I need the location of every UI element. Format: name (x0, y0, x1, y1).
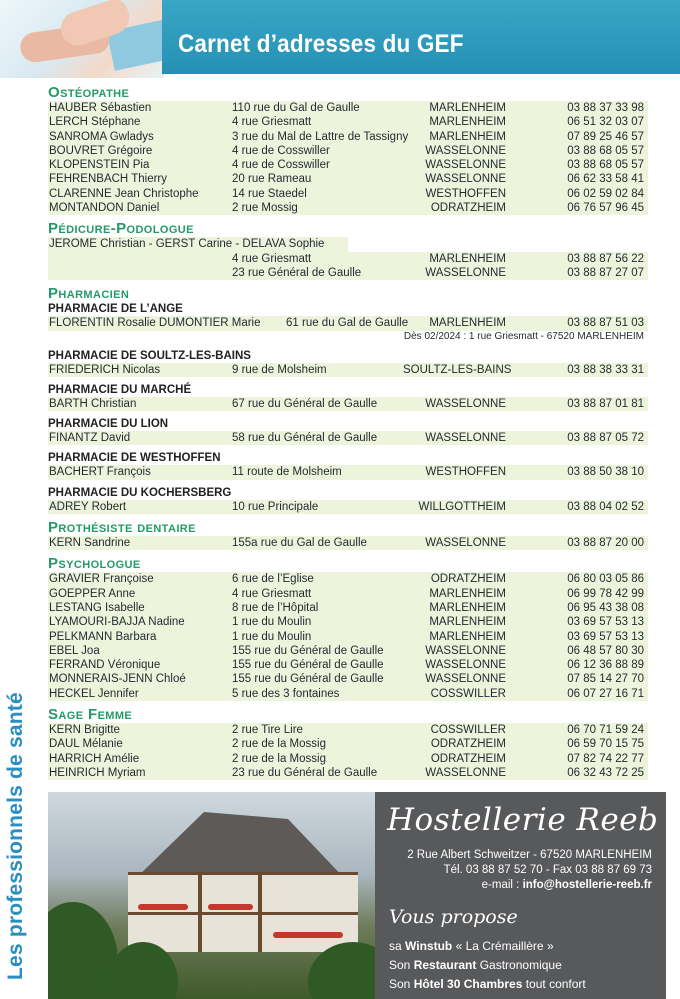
list-item (48, 536, 648, 550)
list-item (48, 115, 648, 129)
entry-phone: 06 62 33 58 41 (567, 173, 644, 186)
pedicure-list (48, 252, 648, 281)
entry-city: MARLENHEIM (429, 616, 506, 629)
entry-phone: 03 88 87 27 07 (567, 266, 644, 279)
pedicure-names: JEROME Christian - GERST Carine - DELAVA Sophie (49, 238, 325, 251)
entry-city: ODRATZHEIM (430, 752, 506, 765)
list-item (48, 144, 648, 158)
entry-name: PELKMANN Barbara (49, 630, 157, 643)
entry-city: WASSELONNE (425, 173, 506, 186)
entry-city: WILLGOTTHEIM (418, 500, 506, 513)
offer-pre: Son (389, 977, 414, 991)
entry-phone: 03 69 57 53 13 (567, 616, 644, 629)
entry-name: FERRAND Véronique (49, 659, 161, 672)
entry-name: KERN Sandrine (49, 537, 131, 550)
entry-city: SOULTZ-LES-BAINS (403, 363, 512, 376)
entry-note: Dès 02/2024 : 1 rue Griesmatt - 67520 MARLENHEIM (403, 330, 644, 342)
list-item (48, 201, 648, 215)
entry-name: LYAMOURI-BAJJA Nadine (49, 616, 185, 629)
entry-addr: 4 rue Griesmatt (232, 252, 312, 265)
entry-city: COSSWILLER (430, 724, 506, 737)
list-item (48, 572, 648, 586)
list-item (48, 101, 648, 115)
entry-phone: 06 02 59 02 84 (567, 187, 644, 200)
entry-phone: 06 76 57 96 45 (567, 202, 644, 215)
offer-bold: Restaurant (413, 958, 477, 972)
list-item (48, 431, 648, 445)
entry-name: MONTANDON Daniel (49, 202, 160, 215)
entry-phone: 03 88 37 33 98 (567, 102, 644, 114)
entry-phone: 06 99 78 42 99 (567, 587, 644, 600)
entry-city: WASSELONNE (425, 266, 506, 279)
entry-city: WESTHOFFEN (425, 187, 506, 200)
entry-addr: 10 rue Principale (232, 500, 319, 513)
entry-city: WASSELONNE (425, 537, 506, 550)
entry-addr: 2 rue de la Mossig (232, 738, 326, 751)
entry-phone: 03 88 04 02 52 (567, 500, 644, 513)
offer-post: « La Crémaillère » (452, 939, 554, 953)
offer-line (389, 938, 554, 954)
entry-addr: 155 rue du Général de Gaulle (232, 644, 384, 657)
list-item (48, 158, 648, 172)
entry-addr: 3 rue du Mal de Lattre de Tassigny (232, 130, 409, 143)
offer-bold: Hôtel 30 Chambres (413, 977, 523, 991)
entry-name: HECKEL Jennifer (49, 687, 139, 700)
directory (48, 84, 648, 780)
hotel-photo (48, 792, 375, 999)
entry-name: HAUBER Sébastien (49, 102, 152, 114)
offer-line (389, 957, 562, 973)
entry-city: MARLENHEIM (429, 130, 506, 143)
hotel-email-link[interactable]: info@hostellerie-reeb.fr (522, 879, 652, 891)
entry-addr: 155 rue du Général de Gaulle (232, 673, 384, 686)
entry-addr: 9 rue de Molsheim (232, 363, 327, 376)
entry-city: MARLENHEIM (429, 587, 506, 600)
entry-city: COSSWILLER (430, 687, 506, 700)
hotel-address: 2 Rue Albert Schweitzer - 67520 MARLENHEIM (407, 849, 652, 861)
entry-city: MARLENHEIM (429, 116, 506, 129)
offer-line (389, 976, 586, 992)
pharmacy-name: PHARMACIE DE SOULTZ-LES-BAINS (48, 349, 251, 362)
osteopathe-list (48, 101, 648, 215)
entry-phone: 06 12 36 88 89 (567, 659, 644, 672)
offer-post: Gastronomique (476, 958, 562, 972)
entry-city: WASSELONNE (425, 144, 506, 157)
hotel-advert (48, 792, 666, 999)
list-item (48, 252, 648, 266)
entry-addr: 2 rue de la Mossig (232, 752, 326, 765)
entry-city: WASSELONNE (425, 397, 506, 410)
section-title-osteopathe: Ostéopathe (48, 84, 130, 101)
entry-addr: 4 rue de Cosswiller (232, 144, 330, 157)
section-title-psychologue: Psychologue (48, 555, 141, 573)
entry-city: MARLENHEIM (429, 317, 506, 330)
list-item (48, 363, 648, 377)
hotel-brand: Hostellerie Reeb (387, 802, 659, 838)
list-item (48, 500, 648, 514)
pharmacy-name: PHARMACIE DU LION (48, 418, 169, 431)
list-item (48, 658, 648, 672)
entry-phone: 03 88 87 56 22 (567, 252, 644, 265)
entry-phone: 03 88 68 05 57 (567, 159, 644, 172)
entry-name: FLORENTIN Rosalie DUMONTIER Marie (49, 317, 261, 330)
entry-name: BARTH Christian (49, 397, 137, 410)
entry-addr: 155a rue du Gal de Gaulle (232, 537, 367, 550)
entry-city: WASSELONNE (425, 432, 506, 445)
entry-city: WASSELONNE (425, 673, 506, 686)
entry-name: MONNERAIS-JENN Chloé (49, 673, 186, 686)
propose-heading: Vous propose (389, 906, 518, 928)
list-item (48, 397, 648, 411)
entry-city: MARLENHEIM (429, 630, 506, 643)
list-item (48, 723, 648, 737)
section-title-pharmacien: Pharmacien (48, 285, 130, 303)
entry-phone: 06 70 71 59 24 (567, 724, 644, 737)
entry-addr: 1 rue du Moulin (232, 616, 312, 629)
entry-phone: 07 82 74 22 77 (567, 752, 644, 765)
entry-name: HARRICH Amélie (49, 752, 140, 765)
entry-name: BACHERT François (49, 466, 151, 479)
list-item (48, 130, 648, 144)
pharmacy-name: PHARMACIE DU KOCHERSBERG (48, 486, 232, 499)
entry-city: WESTHOFFEN (425, 466, 506, 479)
sidebar-label: Les professionnels de santé (4, 692, 27, 980)
entry-phone: 03 88 68 05 57 (567, 144, 644, 157)
entry-phone: 07 89 25 46 57 (567, 130, 644, 143)
entry-name: KERN Brigitte (49, 724, 120, 737)
header-banner (0, 0, 680, 78)
entry-phone: 06 80 03 05 86 (567, 573, 644, 586)
entry-phone: 06 07 27 16 71 (567, 687, 644, 700)
entry-phone: 06 59 70 15 75 (567, 738, 644, 751)
entry-addr: 58 rue du Général de Gaulle (232, 432, 378, 445)
entry-phone: 06 32 43 72 25 (567, 766, 644, 779)
sagefemme-list (48, 723, 648, 780)
section-title-pedicure: Pédicure-Podologue (48, 220, 194, 238)
entry-addr: 1 rue du Moulin (232, 630, 312, 643)
list-item (48, 601, 648, 615)
pharmacien-list (48, 302, 648, 514)
section-title-prothesiste: Prothésiste dentaire (48, 519, 196, 537)
entry-name: CLARENNE Jean Christophe (49, 187, 199, 200)
entry-phone: 06 95 43 38 08 (567, 601, 644, 614)
entry-name: FINANTZ David (49, 432, 131, 445)
entry-addr: 6 rue de l’Eglise (232, 573, 314, 586)
entry-city: WASSELONNE (425, 644, 506, 657)
entry-city: ODRATZHEIM (430, 738, 506, 751)
list-item (48, 687, 648, 701)
entry-city: MARLENHEIM (429, 102, 506, 114)
list-item (48, 644, 648, 658)
entry-name: LERCH Stéphane (49, 116, 141, 129)
list-item (48, 672, 648, 686)
pedicure-names-row (48, 237, 648, 251)
entry-addr: 5 rue des 3 fontaines (232, 687, 340, 700)
entry-addr: 11 route de Molsheim (232, 466, 342, 479)
list-item (48, 316, 648, 330)
entry-addr: 20 rue Rameau (232, 173, 312, 186)
entry-phone: 07 85 14 27 70 (567, 673, 644, 686)
sidebar-vertical-label (4, 680, 34, 980)
entry-city: WASSELONNE (425, 659, 506, 672)
entry-city: WASSELONNE (425, 159, 506, 172)
entry-addr: 2 rue Tire Lire (232, 724, 303, 737)
entry-name: KLOPENSTEIN Pia (49, 159, 150, 172)
entry-addr: 23 rue Général de Gaulle (232, 266, 362, 279)
entry-name: LESTANG Isabelle (49, 601, 145, 614)
entry-phone: 03 88 50 38 10 (567, 466, 644, 479)
entry-name: FEHRENBACH Thierry (49, 173, 167, 186)
entry-phone: 03 88 87 20 00 (567, 537, 644, 550)
entry-name: GRAVIER Françoise (49, 573, 154, 586)
list-item (48, 615, 648, 629)
entry-addr: 110 rue du Gal de Gaulle (232, 102, 360, 114)
entry-city: ODRATZHEIM (430, 202, 506, 215)
entry-name: DAUL Mélanie (49, 738, 123, 751)
offer-post: tout confort (522, 977, 586, 991)
entry-addr: 14 rue Staedel (232, 187, 307, 200)
prothesiste-list (48, 536, 648, 550)
entry-addr: 4 rue Griesmatt (232, 116, 312, 129)
pharmacy-name: PHARMACIE DE WESTHOFFEN (48, 452, 221, 465)
list-item (48, 766, 648, 780)
offer-pre: Son (389, 958, 414, 972)
offer-bold: Winstub (405, 939, 453, 953)
email-label: e-mail : (481, 879, 523, 891)
hotel-phone: Tél. 03 88 87 52 70 - Fax 03 88 87 69 73 (443, 864, 652, 876)
entry-addr: 67 rue du Général de Gaulle (232, 397, 378, 410)
entry-addr: 4 rue de Cosswiller (232, 159, 330, 172)
entry-phone: 06 48 57 80 30 (567, 644, 644, 657)
entry-name: SANROMA Gwladys (49, 130, 154, 143)
entry-phone: 03 69 57 53 13 (567, 630, 644, 643)
entry-city: ODRATZHEIM (430, 573, 506, 586)
list-item (48, 172, 648, 186)
entry-city: MARLENHEIM (429, 601, 506, 614)
entry-name: GOEPPER Anne (49, 587, 136, 600)
list-item (48, 630, 648, 644)
header-photo (0, 0, 165, 78)
list-item (48, 587, 648, 601)
entry-phone: 03 88 87 51 03 (567, 317, 644, 330)
entry-addr: 61 rue du Gal de Gaulle (286, 317, 409, 330)
offer-pre: sa (389, 939, 406, 953)
list-item (48, 266, 648, 280)
entry-addr: 23 rue du Général de Gaulle (232, 766, 378, 779)
entry-addr: 155 rue du Général de Gaulle (232, 659, 384, 672)
page-title: Carnet d’adresses du GEF (178, 30, 464, 58)
entry-addr: 4 rue Griesmatt (232, 587, 312, 600)
list-item (48, 752, 648, 766)
entry-phone: 03 88 87 01 81 (567, 397, 644, 410)
entry-name: ADREY Robert (49, 500, 127, 513)
section-title-sagefemme: Sage Femme (48, 706, 133, 724)
pharmacy-name: PHARMACIE DU MARCHÉ (48, 383, 192, 396)
entry-phone: 06 51 32 03 07 (567, 116, 644, 129)
entry-name: BOUVRET Grégoire (49, 144, 153, 157)
entry-name: EBEL Joa (49, 644, 100, 657)
list-item (48, 465, 648, 479)
psychologue-list (48, 572, 648, 701)
hotel-info-panel (375, 792, 666, 999)
entry-addr: 8 rue de l’Hôpital (232, 601, 319, 614)
list-item (48, 187, 648, 201)
entry-name: FRIEDERICH Nicolas (49, 363, 161, 376)
entry-phone: 03 88 38 33 31 (567, 363, 644, 376)
entry-phone: 03 88 87 05 72 (567, 432, 644, 445)
entry-name: HEINRICH Myriam (49, 766, 146, 779)
pharmacy-name: PHARMACIE DE L’ANGE (48, 303, 183, 316)
entry-addr: 2 rue Mossig (232, 202, 298, 215)
entry-city: WASSELONNE (425, 766, 506, 779)
list-item (48, 737, 648, 751)
hotel-email-line (482, 878, 652, 892)
entry-city: MARLENHEIM (429, 252, 506, 265)
